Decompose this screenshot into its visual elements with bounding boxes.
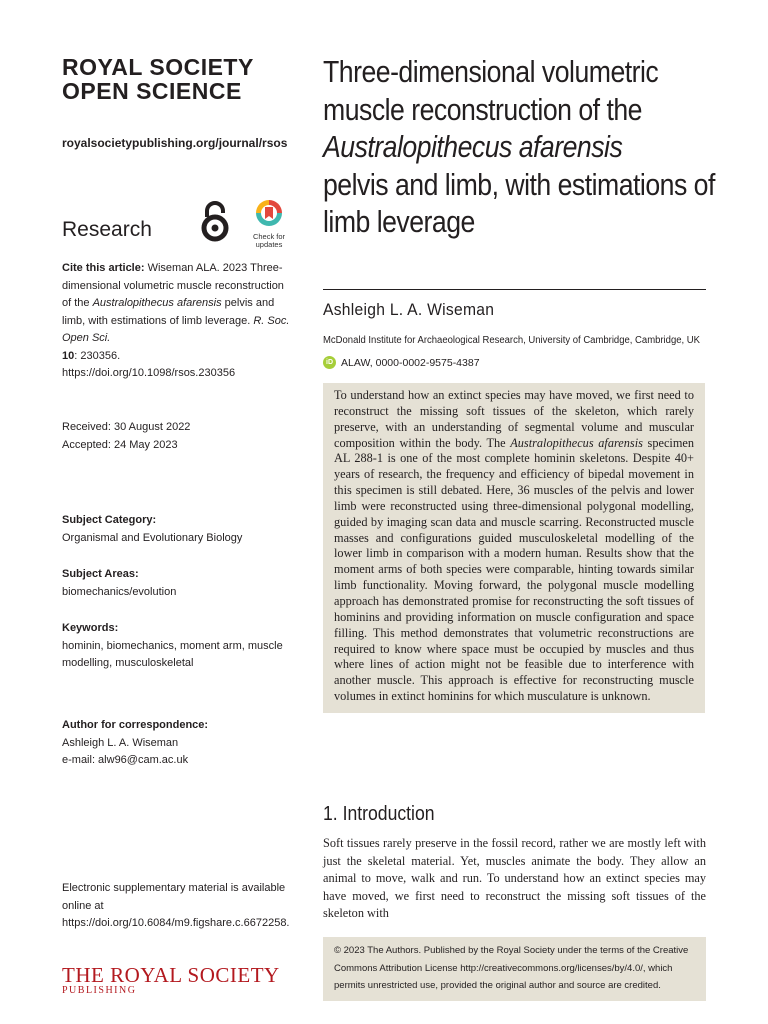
received-date: Received: 30 August 2022: [62, 421, 191, 433]
cite-doi-link[interactable]: https://doi.org/10.1098/rsos.230356: [62, 367, 236, 379]
subject-areas-label: Subject Areas:: [62, 568, 139, 580]
orcid-line[interactable]: [323, 356, 480, 369]
cite-article: : 230356.: [74, 349, 121, 362]
correspondence-name: Ashleigh L. A. Wiseman: [62, 736, 179, 749]
intro-paragraph: Soft tissues rarely preserve in the fossil record, rather we are mostly left with just the skeletal material. Yet, muscles animate the body. They allow an animal to move, walk and run. To understand how an extinct species may have moved, we first need to reconstruct the missing soft tissues of the skeleton with: [323, 836, 706, 920]
orcid-text: ALAW, 0000-0002-9575-4387: [341, 356, 480, 369]
check-updates-line1: Check for: [252, 232, 286, 241]
license-box: © 2023 The Authors. Published by the Royal Society under the terms of the Creative Commons Attribution License http://creativecommons.org/licenses/by/4.0/, which permits unrestricted use, provided the original author and source are credited.: [323, 937, 706, 1001]
title-divider: [323, 289, 706, 290]
publisher-logo-main: THE ROYAL SOCIETY: [62, 963, 280, 987]
cite-journal: R. Soc. Open Sci.: [62, 314, 290, 344]
section-label: Research: [62, 218, 152, 241]
title-part2: pelvis and limb, with estimations of limb leverage: [323, 166, 715, 239]
keywords-label: Keywords:: [62, 622, 119, 634]
dates-block: [62, 419, 190, 454]
abstract-box: [323, 383, 705, 713]
abstract-text-2: specimen AL 288-1 is one of the most complete hominin skeletons. Despite 40+ years of research, the frequency and efficiency of bipedal movement in this specimen is still debated. Here, 36 muscles of the pelvis and lower limb were reconstructed using three-dimensional polygonal modelling, guided by imaging scan data and muscle scarring. Reconstructed muscle masses and configurations guided musculoskeletal modelling of the lower limb in comparison with a modern human. Results show that the moment arms of both species were comparable, hinting towards similar limb functionality. Moving forward, the polygonal muscle modelling approach has demonstrated promise for reconstructing the soft tissues of hominins and providing information on muscle configuration and space filling. This method demonstrates that volumetric reconstructions are required to know where space must be occupied by muscles and thus where lines of action might not be feasible due to interference with another muscle. This approach is effective for reconstructing muscle volumes in extinct hominins for which musculature is unknown.: [334, 435, 694, 704]
journal-logo: [62, 55, 254, 103]
title-species: Australopithecus afarensis: [323, 129, 623, 164]
author-affiliation: McDonald Institute for Archaeological Research, University of Cambridge, Cambridge, UK: [323, 335, 701, 346]
abstract-species: Australopithecus afarensis: [510, 435, 643, 450]
keywords: [62, 620, 292, 673]
cite-species: Australopithecus afarensis: [92, 297, 222, 309]
title-part1: Three-dimensional volumetric muscle reconstruction of the: [323, 54, 659, 127]
correspondence-email[interactable]: e-mail: alw96@cam.ac.uk: [62, 754, 189, 766]
abstract-text: To understand how an extinct species may have moved, we first need to reconstruct the missing soft tissues of the skeleton, which rarely preserve, with an understanding of segmental volume and muscular composition within the body. The: [334, 388, 694, 450]
subject-areas: [62, 566, 292, 601]
orcid-icon: iD: [323, 356, 336, 369]
supplementary-note: Electronic supplementary material is available online at https://doi.org/10.6084/m9.figshare.c.6672258.: [62, 882, 290, 929]
intro-heading: 1. Introduction: [323, 803, 435, 825]
publisher-logo-sub: PUBLISHING: [62, 985, 137, 996]
cite-label: Cite this article:: [62, 262, 145, 274]
citation-block: [62, 260, 292, 383]
check-for-updates-button[interactable]: [248, 198, 290, 249]
journal-logo-line2: OPEN SCIENCE: [62, 78, 242, 104]
subject-category-value: Organismal and Evolutionary Biology: [62, 531, 243, 544]
journal-logo-line1: ROYAL SOCIETY: [62, 54, 254, 80]
correspondence-label: Author for correspondence:: [62, 719, 209, 731]
correspondence: [62, 717, 292, 770]
check-updates-line2: updates: [255, 240, 283, 249]
cite-volume: 10: [62, 349, 75, 362]
subject-category: [62, 512, 292, 547]
crossmark-icon: [254, 198, 284, 228]
open-access-icon: [198, 200, 232, 247]
cite-text: Wiseman ALA. 2023 Three-dimensional volumetric muscle reconstruction of the: [62, 262, 284, 309]
accepted-date: Accepted: 24 May 2023: [62, 438, 178, 451]
author-name: Ashleigh L. A. Wiseman: [323, 300, 495, 319]
publisher-logo: [62, 964, 280, 996]
article-title: [323, 53, 719, 241]
cite-text-2: pelvis and limb, with estimations of limb leverage.: [62, 297, 275, 327]
keywords-value: hominin, biomechanics, moment arm, muscle modelling, musculoskeletal: [62, 639, 283, 669]
subject-areas-value: biomechanics/evolution: [62, 585, 177, 598]
subject-category-label: Subject Category:: [62, 514, 157, 526]
journal-url-link[interactable]: royalsocietypublishing.org/journal/rsos: [62, 136, 288, 150]
